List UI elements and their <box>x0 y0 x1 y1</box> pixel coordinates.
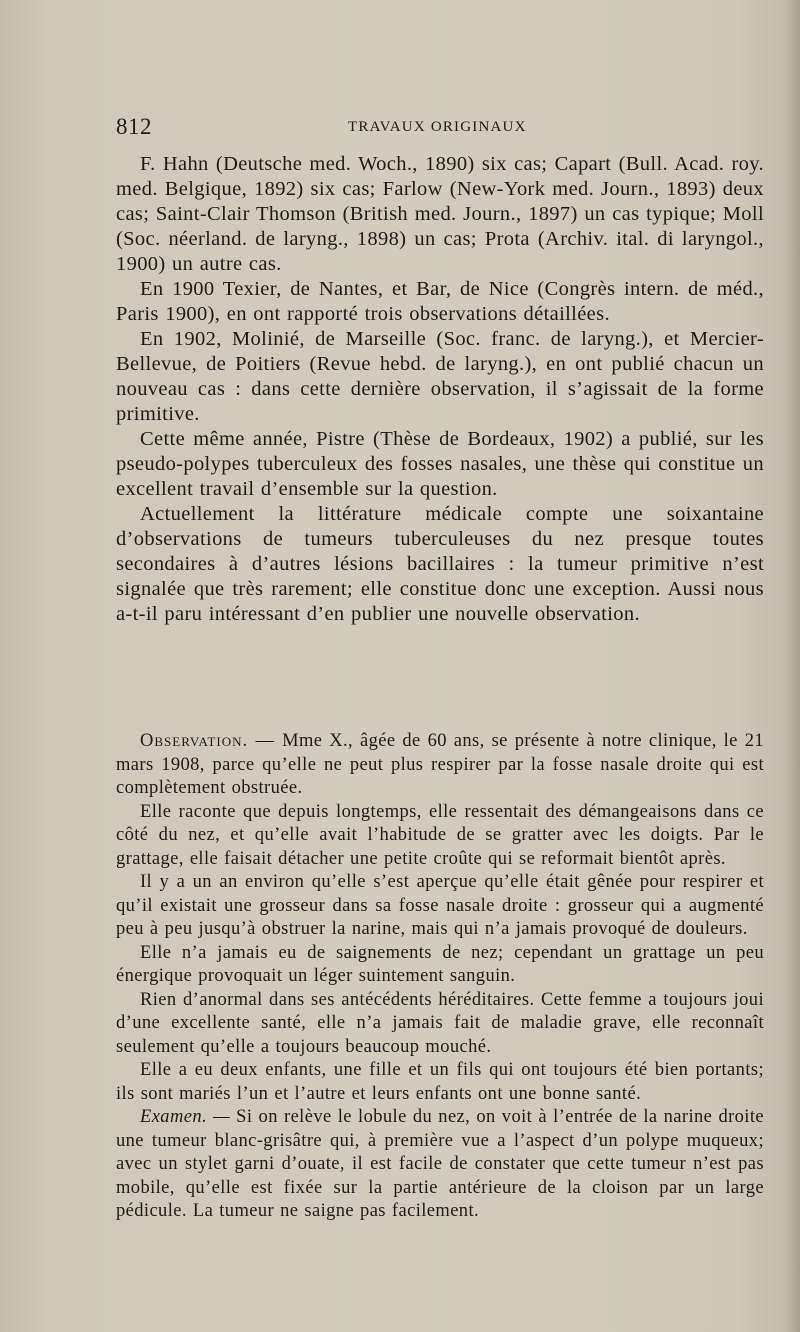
paragraph-1900-reports: En 1900 Texier, de Nantes, et Bar, de Nice (Congrès intern. de méd., Paris 1900), en ont rapporté trois observations détaillées. <box>116 278 764 325</box>
page-edge-shadow <box>784 0 800 1332</box>
running-title: TRAVAUX ORIGINAUX <box>348 119 527 135</box>
observation-bleeding: Elle n’a jamais eu de saignements de nez; cependant un grattage un peu énergique provoquait un léger suintement sanguin. <box>116 942 764 986</box>
observation-onset: Il y a un an environ qu’elle s’est aperçue qu’elle était gênée pour respirer et qu’il existait une grosseur dans sa fosse nasale droite : grosseur qui a augmenté peu à peu jusqu’à obstruer la narine, mais qui n’a jamais provoqué de douleurs. <box>116 872 764 939</box>
observation-heading: Observation. — <box>140 731 276 751</box>
main-text <box>116 152 764 627</box>
exam-label: Examen. — <box>140 1107 231 1127</box>
observation-exam <box>116 1106 764 1224</box>
exam-text: Si on relève le lobule du nez, on voit à l’entrée de la narine droite une tumeur blanc-grisâtre qui, à première vue a l’aspect d’un polype muqueux; avec un stylet garni d’ouate, il est facile de constater que cette tumeur n’est pas mobile, qu’elle est fixée sur la partie antérieure de la cloison par un large pédicule. La tumeur ne saigne pas facilement. <box>116 1107 764 1221</box>
observation-first-paragraph: Mme X., âgée de 60 ans, se présente à notre clinique, le 21 mars 1908, parce qu’elle ne peut plus respirer par la fosse nasale droite qui est complètement obstruée. <box>116 731 764 798</box>
observation-intro <box>116 730 764 801</box>
observation-antecedents: Rien d’anormal dans ses antécédents héréditaires. Cette femme a toujours joui d’une excellente santé, elle n’a jamais fait de maladie grave, elle reconnaît seulement qu’elle a toujours beaucoup mouché. <box>116 989 764 1057</box>
paragraph-current-literature: Actuellement la littérature médicale compte une soixantaine d’observations de tumeurs tuberculeuses du nez presque toutes secondaires à d’autres lésions bacillaires : la tumeur primitive n’est signalée que très rarement; elle constitue donc une exception. Aussi nous a-t-il paru intéressant d’en publier une nouvelle observation. <box>116 503 764 625</box>
running-head <box>116 104 766 144</box>
observation-section <box>116 730 764 1224</box>
paragraph-pistre-thesis: Cette même année, Pistre (Thèse de Bordeaux, 1902) a publié, sur les pseudo-polypes tuberculeux des fosses nasales, une thèse qui constitue un excellent travail d’ensemble sur la question. <box>116 428 764 500</box>
page-number: 812 <box>116 114 152 139</box>
observation-history: Elle raconte que depuis longtemps, elle ressentait des démangeaisons dans ce côté du nez, et qu’elle avait l’habitude de se gratter avec les doigts. Par le grattage, elle faisait détacher une petite croûte qui se reformait bientôt après. <box>116 801 764 869</box>
observation-children: Elle a eu deux enfants, une fille et un fils qui ont toujours été bien portants; ils sont mariés l’un et l’autre et leurs enfants ont une bonne santé. <box>116 1060 764 1104</box>
paragraph-1902-reports: En 1902, Molinié, de Marseille (Soc. franc. de laryng.), et Mercier-Bellevue, de Poitiers (Revue hebd. de laryng.), en ont publié chacun un nouveau cas : dans cette dernière observation, il s’agissait de la forme primitive. <box>116 328 764 425</box>
paragraph-literature-list: F. Hahn (Deutsche med. Woch., 1890) six cas; Capart (Bull. Acad. roy. med. Belgique, 1892) six cas; Farlow (New-York med. Journ., 1893) deux cas; Saint-Clair Thomson (British med. Journ., 1897) un cas typique; Moll (Soc. néerland. de laryng., 1898) un cas; Prota (Archiv. ital. di laryngol., 1900) un autre cas. <box>116 153 764 275</box>
